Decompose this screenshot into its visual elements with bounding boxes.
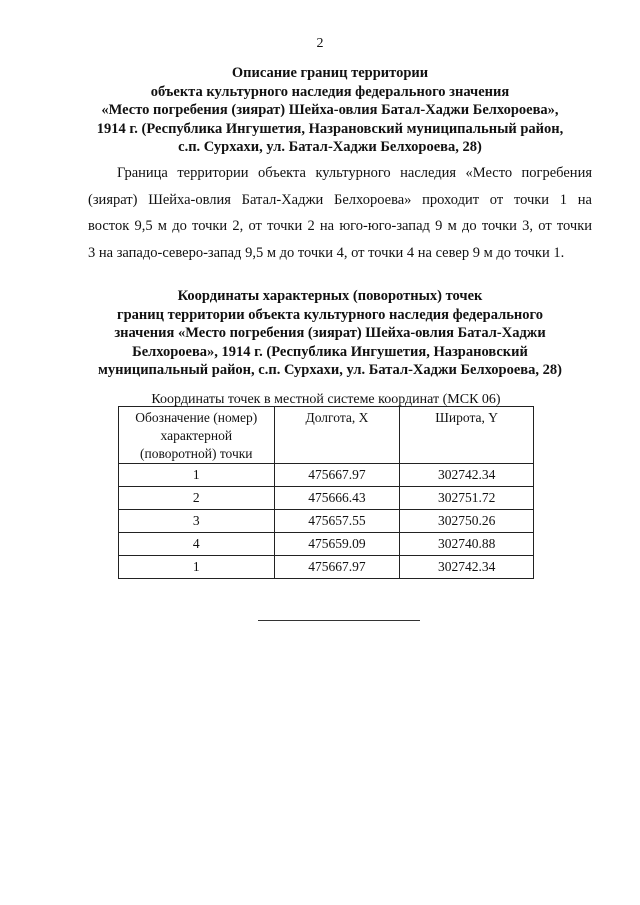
table-row xyxy=(119,464,534,487)
header-line: Обозначение (номер) xyxy=(135,410,258,425)
heading-line: Белхороева», 1914 г. (Республика Ингушетия, Назрановский xyxy=(132,343,528,360)
heading-line: с.п. Сурхахи, ул. Батал-Хаджи Белхороева, 28) xyxy=(178,139,482,155)
latitude-cell: 302751.72 xyxy=(400,487,534,510)
longitude-cell: 475659.09 xyxy=(274,533,400,556)
point-cell: 1 xyxy=(119,464,275,487)
heading-line: «Место погребения (зиярат) Шейха-овлия Батал-Хаджи Белхороева», xyxy=(101,102,559,118)
closing-rule xyxy=(258,620,420,621)
longitude-cell: 475667.97 xyxy=(274,464,400,487)
boundary-description-heading xyxy=(60,64,600,157)
latitude-cell: 302742.34 xyxy=(400,556,534,579)
heading-line: границ территории объекта культурного наследия федерального xyxy=(117,306,543,323)
page-number: 2 xyxy=(316,36,324,51)
heading-line: 1914 г. (Республика Ингушетия, Назрановский муниципальный район, xyxy=(96,120,564,137)
latitude-cell: 302740.88 xyxy=(400,533,534,556)
heading-line: значения «Место погребения (зиярат) Шейха-овлия Батал-Хаджи xyxy=(114,325,546,341)
latitude-cell: 302750.26 xyxy=(400,510,534,533)
heading-line: Координаты характерных (поворотных) точек xyxy=(177,288,483,304)
latitude-column-header: Широта, Y xyxy=(400,407,534,464)
heading-line: Описание границ территории xyxy=(231,65,429,81)
point-cell: 4 xyxy=(119,533,275,556)
longitude-cell: 475666.43 xyxy=(274,487,400,510)
table-row xyxy=(119,533,534,556)
heading-line: объекта культурного наследия федерального значения xyxy=(150,83,510,100)
paragraph-line: 3 на западо-северо-запад 9,5 м до точки 4, от точки 4 на север 9 м до точки 1. xyxy=(88,244,565,261)
point-cell: 3 xyxy=(119,510,275,533)
point-cell: 2 xyxy=(119,487,275,510)
paragraph-line: восток 9,5 м до точки 2, от точки 2 на юго-юго-запад 9 м до точки 3, от точки xyxy=(88,218,592,234)
point-cell: 1 xyxy=(119,556,275,579)
table-row xyxy=(119,487,534,510)
header-line: характерной xyxy=(160,428,233,443)
header-line: (поворотной) точки xyxy=(140,446,253,461)
paragraph-line: (зиярат) Шейха-овлия Батал-Хаджи Белхороева» проходит от точки 1 на xyxy=(88,191,592,208)
point-column-header xyxy=(119,407,275,464)
heading-line: муниципальный район, с.п. Сурхахи, ул. Батал-Хаджи Белхороева, 28) xyxy=(98,362,562,378)
table-row xyxy=(119,510,534,533)
paragraph-line: Граница территории объекта культурного наследия «Место погребения xyxy=(117,165,592,181)
coordinates-heading xyxy=(60,287,600,380)
longitude-cell: 475657.55 xyxy=(274,510,400,533)
table-header-row xyxy=(119,407,534,464)
table-row xyxy=(119,556,534,579)
latitude-cell: 302742.34 xyxy=(400,464,534,487)
boundary-description-paragraph xyxy=(88,160,592,266)
coordinates-table xyxy=(118,406,534,579)
longitude-column-header: Долгота, X xyxy=(274,407,400,464)
table-caption: Координаты точек в местной системе координат (МСК 06) xyxy=(151,392,501,407)
longitude-cell: 475667.97 xyxy=(274,556,400,579)
